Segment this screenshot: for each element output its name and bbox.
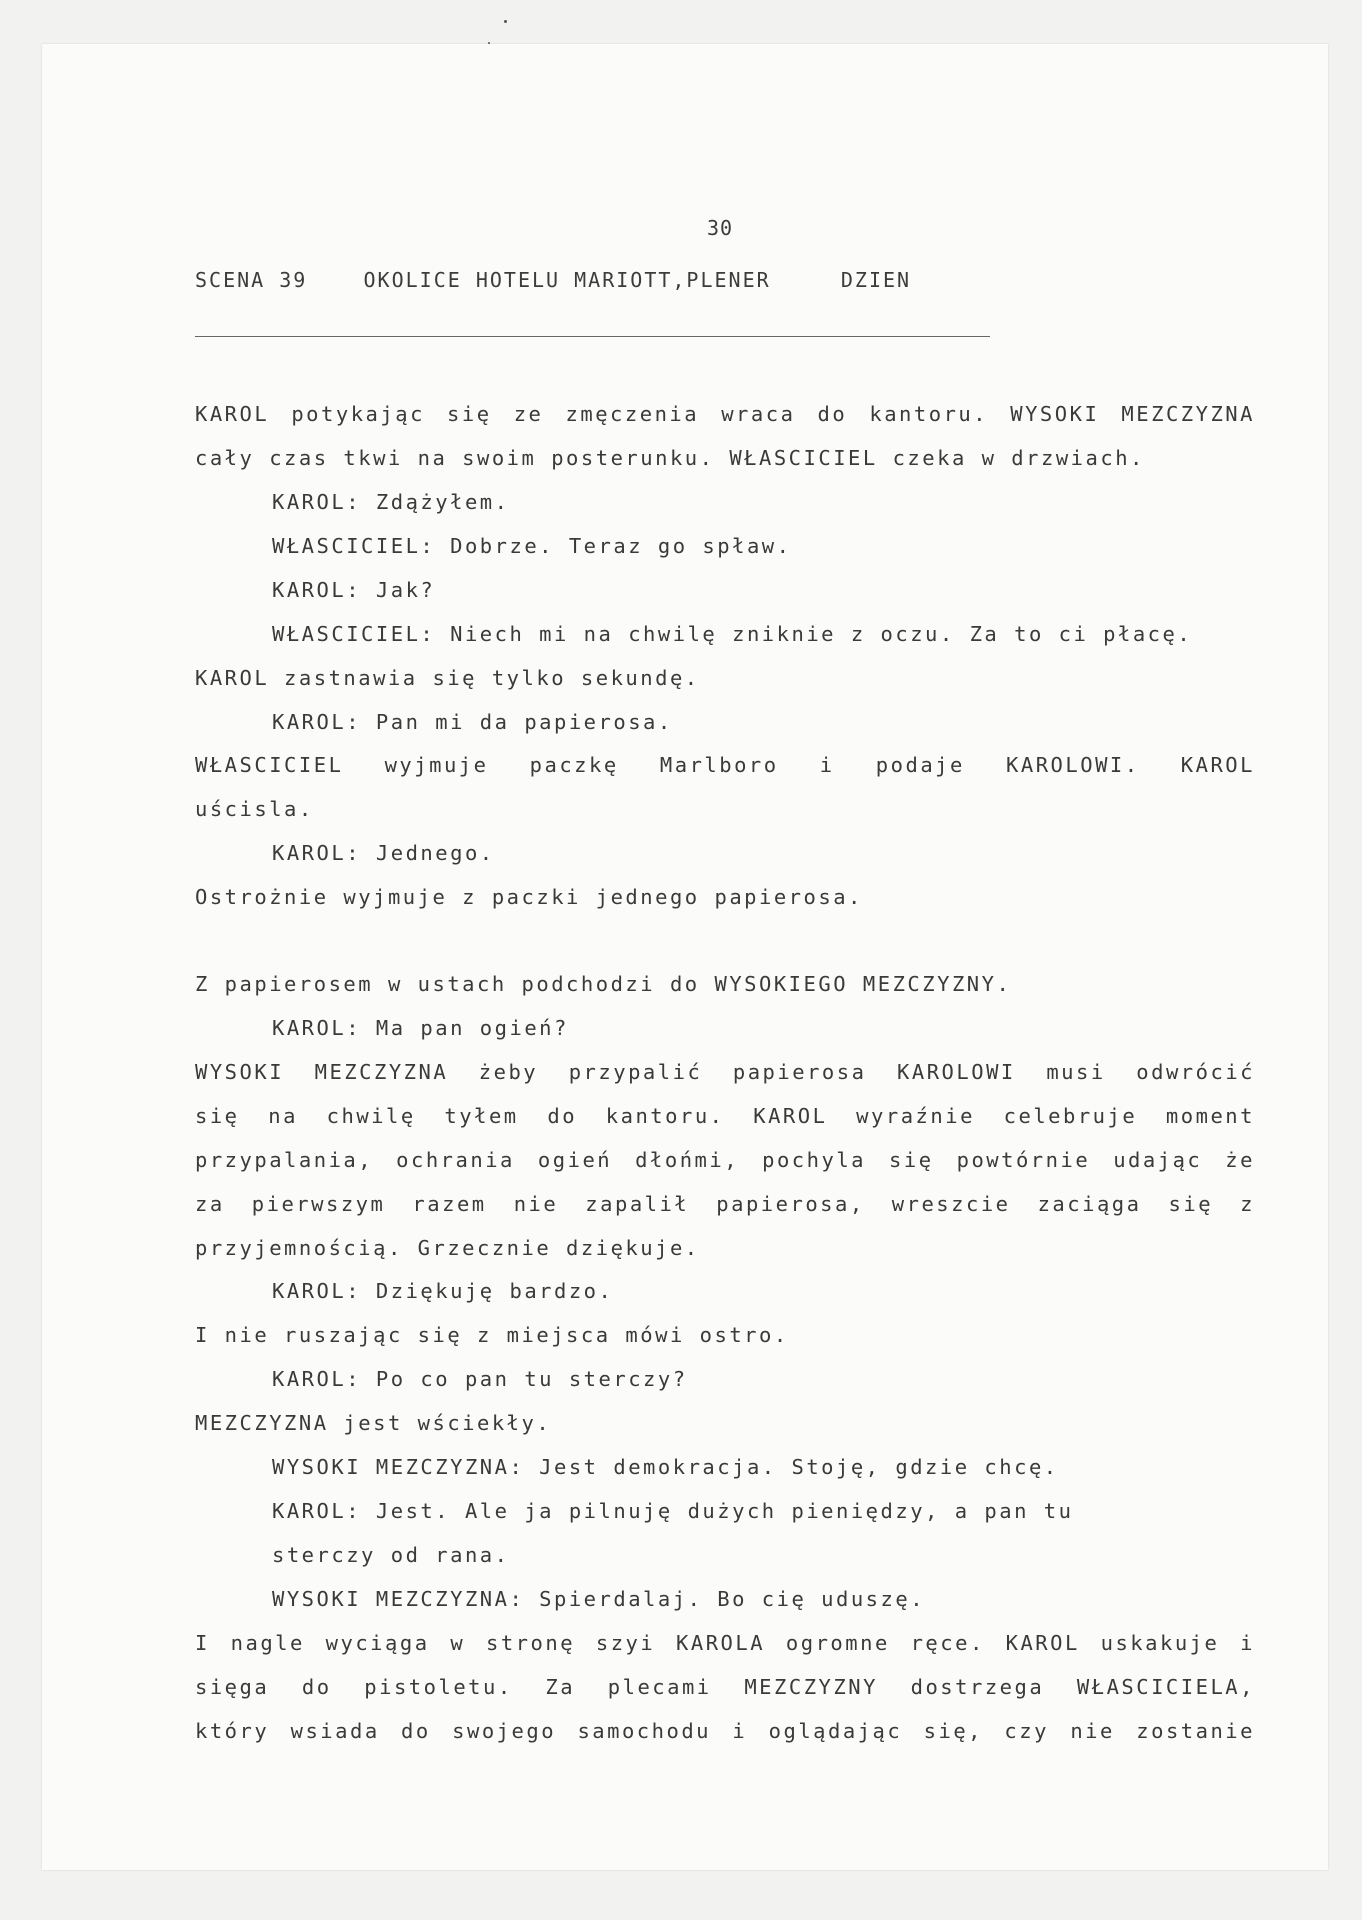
body-line: uścisla. (195, 797, 314, 821)
dialogue-line: KAROL: Ma pan ogień? (272, 1016, 569, 1040)
dialogue-line: KAROL: Dziękuję bardzo. (272, 1279, 614, 1303)
paper-speck (504, 20, 507, 23)
body-line: KAROL zastnawia się tylko sekundę. (195, 666, 700, 690)
body-line: MEZCZYZNA jest wściekły. (195, 1411, 552, 1435)
body-line: Z papierosem w ustach podchodzi do WYSOKIEGO MEZCZYZNY. (195, 972, 1012, 996)
body-line: sięga do pistoletu. Za plecami MEZCZYZNY dostrzega WŁASCICIELA, (195, 1675, 1255, 1699)
body-line: I nagle wyciąga w stronę szyi KAROLA ogromne ręce. KAROL uskakuje i (195, 1631, 1255, 1655)
body-line: za pierwszym razem nie zapalił papierosa, wreszcie zaciąga się z (195, 1192, 1255, 1216)
dialogue-line: WYSOKI MEZCZYZNA: Jest demokracja. Stoję, gdzie chcę. (272, 1455, 1059, 1479)
body-line: WŁASCICIEL wyjmuje paczkę Marlboro i podaje KAROLOWI. KAROL (195, 753, 1255, 777)
dialogue-line: KAROL: Jest. Ale ja pilnuję dużych pieniędzy, a pan tu (272, 1499, 1074, 1523)
page-number: 30 (707, 216, 734, 240)
scene-header: SCENA 39 OKOLICE HOTELU MARIOTT,PLENER DZIEN (195, 268, 912, 292)
paper-speck (488, 42, 490, 44)
body-line: KAROL potykając się ze zmęczenia wraca do kantoru. WYSOKI MEZCZYZNA (195, 402, 1255, 426)
header-rule (195, 336, 990, 337)
body-line: Ostrożnie wyjmuje z paczki jednego papierosa. (195, 885, 863, 909)
dialogue-line: KAROL: Po co pan tu sterczy? (272, 1367, 688, 1391)
body-line: który wsiada do swojego samochodu i oglądając się, czy nie zostanie (195, 1719, 1255, 1743)
dialogue-line: sterczy od rana. (272, 1543, 510, 1567)
body-line: WYSOKI MEZCZYZNA żeby przypalić papierosa KAROLOWI musi odwrócić (195, 1060, 1255, 1084)
body-line: się na chwilę tyłem do kantoru. KAROL wyraźnie celebruje moment (195, 1104, 1255, 1128)
dialogue-line: WŁASCICIEL: Niech mi na chwilę zniknie z oczu. Za to ci płacę. (272, 622, 1193, 646)
dialogue-line: KAROL: Pan mi da papierosa. (272, 710, 673, 734)
body-line: cały czas tkwi na swoim posterunku. WŁASCICIEL czeka w drzwiach. (195, 446, 1145, 470)
dialogue-line: WŁASCICIEL: Dobrze. Teraz go spław. (272, 534, 792, 558)
body-line: I nie ruszając się z miejsca mówi ostro. (195, 1323, 789, 1347)
dialogue-line: KAROL: Jednego. (272, 841, 495, 865)
body-line: przyjemnością. Grzecznie dziękuje. (195, 1236, 700, 1260)
dialogue-line: KAROL: Jak? (272, 578, 436, 602)
dialogue-line: KAROL: Zdążyłem. (272, 490, 510, 514)
body-line: przypalania, ochrania ogień dłońmi, pochyla się powtórnie udając że (195, 1148, 1255, 1172)
dialogue-line: WYSOKI MEZCZYZNA: Spierdalaj. Bo cię uduszę. (272, 1587, 926, 1611)
